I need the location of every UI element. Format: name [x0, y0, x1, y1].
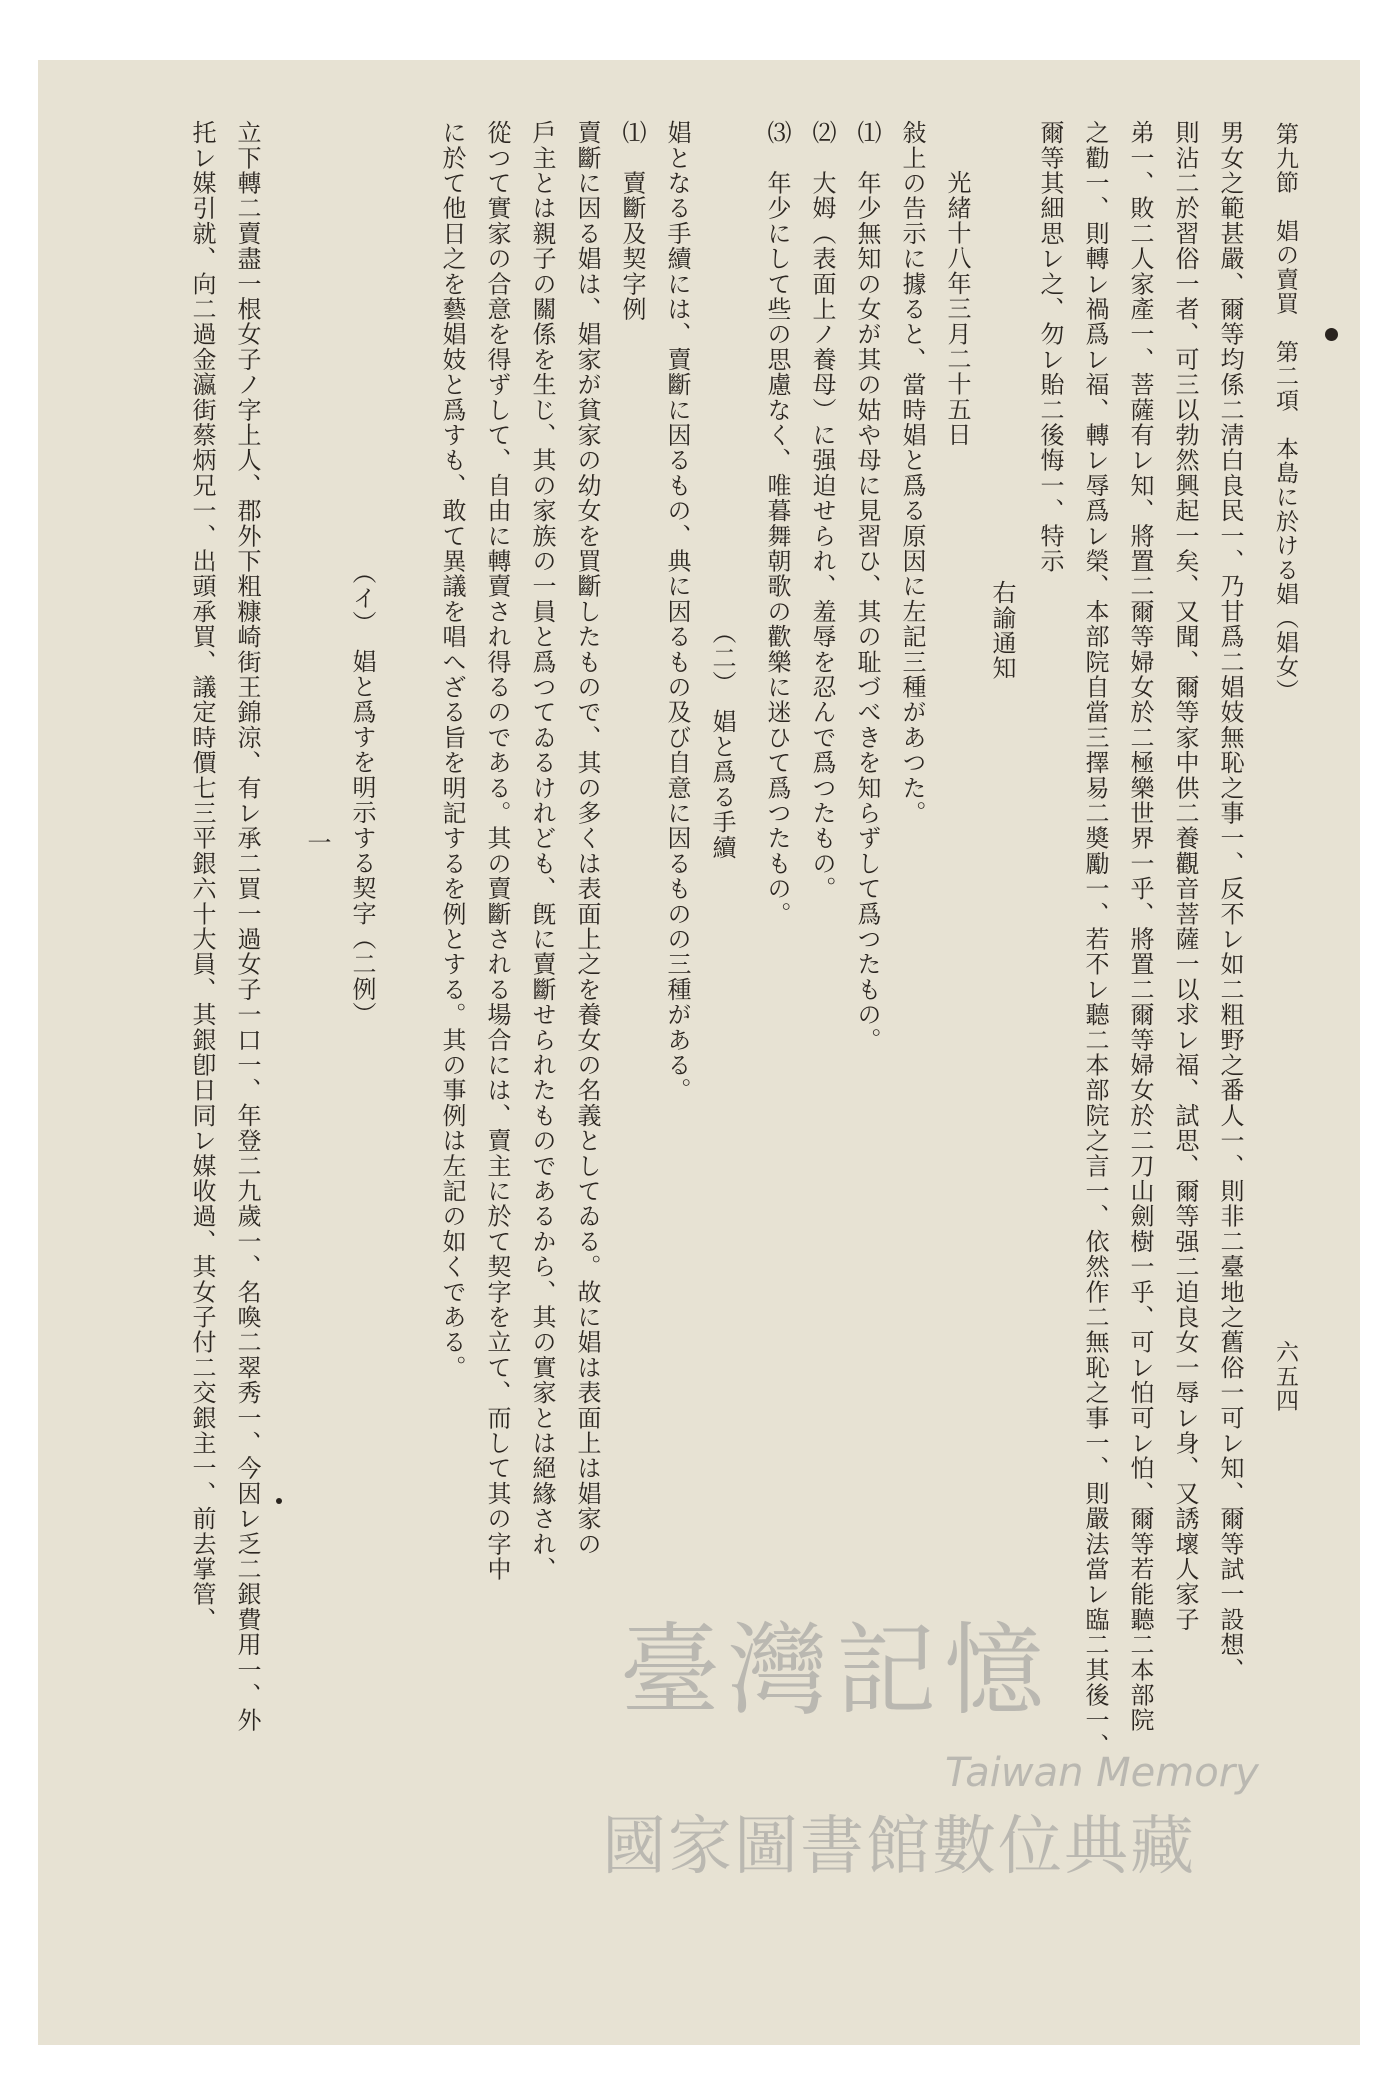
sale-line: 從つて實家の合意を得ずして、自由に轉賣され得るのである。其の賣斷される場合には、賣主に於て契字を立て、而して其の字中 — [483, 120, 511, 1582]
sale-line: 戶主とは親子の關係を生じ、其の家族の一員と爲つてゐるけれども、旣に賣斷せられたものであるから、其の實家とは絕緣され、 — [528, 120, 556, 1582]
subheading: （二） 娼と爲る手續 — [708, 620, 736, 860]
cause-item: ⑵ 大姆（表面上ノ養母）に强迫せられ、羞辱を忍んで爲つたもの。 — [808, 120, 836, 902]
procedure-intro: 娼となる手續には、賣斷に因るもの、典に因るもの及び自意に因るものの三種がある。 — [663, 120, 691, 1103]
section-header: 第九節 娼の賣買 第二項 本島に於ける娼（娼女） — [1272, 122, 1298, 703]
date-line: 光緒十八年三月二十五日 — [943, 170, 971, 448]
cause-item: ⑶ 年少にして些の思慮なく、唯暮舞朝歌の歡樂に迷ひて爲つたもの。 — [763, 120, 791, 927]
body-line: 爾等其細思レ之、勿レ貽二後悔一、特示 — [1036, 120, 1064, 574]
summary-line: 敍上の告示に據ると、當時娼と爲る原因に左記三種があつた。 — [898, 120, 926, 826]
sale-line: 賣斷に因る娼は、娼家が貧家の幼女を買斷したもので、其の多くは表面上之を養女の名義としてゐる。故に娼は表面上は娼家の — [573, 120, 601, 1557]
watermark-library: 國家圖書館數位典藏 — [602, 1810, 1196, 1884]
cause-item: ⑴ 年少無知の女が其の姑や母に見習ひ、其の耻づべきを知らずして爲つたもの。 — [853, 120, 881, 1053]
ink-spot — [1325, 328, 1338, 341]
body-line: 之勸一、則轉レ禍爲レ福、轉レ辱爲レ榮、本部院自當三擇易二奬勵一、若不レ聽二本部院之言一、依然作二無恥之事一、則嚴法當レ臨二其後一、 — [1081, 120, 1109, 1758]
sale-heading: ⑴ 賣斷及契字例 — [618, 120, 646, 322]
watermark-brand-en: Taiwan Memory — [945, 1750, 1259, 1796]
contract-heading: （イ） 娼と爲すを明示する契字（二例） — [348, 560, 376, 1027]
contract-line: 托レ媒引就、向二過金瀛街蔡炳兄一、出頭承買、議定時價七三平銀六十大員、其銀卽日同レ媒收過、其女子付二交銀主一、前去掌管、 — [188, 120, 216, 1632]
body-line: 男女之範甚嚴、爾等均係二淸白良民一、乃甘爲二娼妓無恥之事一、反不レ如二粗野之番人一、則非二臺地之舊俗一可レ知、爾等試一設想、 — [1216, 120, 1244, 1683]
contract-marker: 一 — [303, 830, 331, 856]
body-line: 弟一、敗二人家產一、菩薩有レ知、將置二爾等婦女於二極樂世界一乎、將置二爾等婦女於二刀山劍樹一乎、可レ怕可レ怕、爾等若能聽二本部院 — [1126, 120, 1154, 1733]
document-page — [38, 60, 1360, 2045]
contract-line: 立下轉二賣盡一根女子ノ字上人、郡外下粗糠崎街王錦涼、有レ承二買一過女子一口一、年登二九歲一、名喚二翠秀一、今因レ乏二銀費用一、外 — [233, 120, 261, 1733]
ink-spot — [276, 1498, 282, 1504]
notice-close: 右諭通知 — [988, 580, 1016, 681]
body-line: 則沾二於習俗一者、可三以勃然興起一矣、又聞、爾等家中供二養觀音菩薩一以求レ福、試思、爾等强二迫良女一辱レ身、又誘壞人家子 — [1171, 120, 1199, 1632]
sale-line: に於て他日之を藝娼妓と爲すも、敢て異議を唱へざる旨を明記するを例とする。其の事例は左記の如くである。 — [438, 120, 466, 1380]
watermark-brand-cn: 臺灣記憶 — [620, 1612, 1052, 1729]
page-number: 六五四 — [1272, 1340, 1298, 1413]
